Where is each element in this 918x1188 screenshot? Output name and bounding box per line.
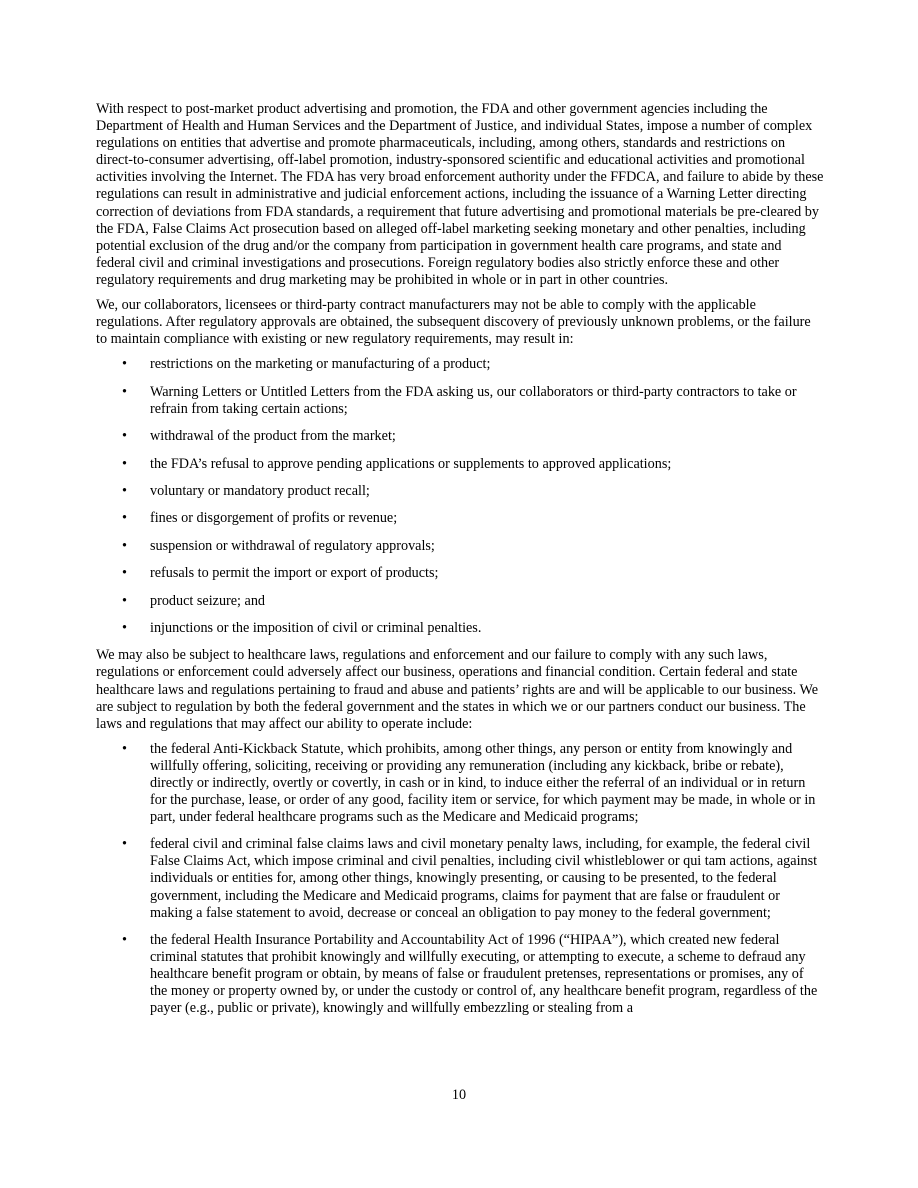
list-item-text: the federal Health Insurance Portability and Accountability Act of 1996 (“HIPAA”), which created new federal criminal statutes that prohibit knowingly and willfully executing, or attempting to execute, a scheme to defraud any healthcare benefit program or obtain, by means of false or fraudulent pretenses, representations or promises, any of the money or property owned by, or under the custody or control of, any healthcare benefit program, regardless of the payer (e.g., public or private), knowingly and willfully embezzling or stealing from a xyxy=(150,931,818,1017)
list-item-text: suspension or withdrawal of regulatory approvals; xyxy=(150,537,435,554)
bullet-icon: • xyxy=(122,931,127,948)
list-item xyxy=(96,428,824,445)
consequences-list xyxy=(96,356,824,637)
bullet-icon: • xyxy=(122,356,127,373)
list-item xyxy=(96,483,824,500)
list-item-text: withdrawal of the product from the market; xyxy=(150,428,396,445)
paragraph-compliance: We, our collaborators, licensees or third-party contract manufacturers may not be able to comply with the applicable regulations. After regulatory approvals are obtained, the subsequent discovery of previously unknown problems, or the failure to maintain compliance with existing or new regulatory requirements, may result in: xyxy=(96,297,811,348)
list-item xyxy=(96,565,824,582)
bullet-icon: • xyxy=(122,383,127,400)
bullet-icon: • xyxy=(122,740,127,757)
paragraph-healthcare-laws: We may also be subject to healthcare laws, regulations and enforcement and our failure to comply with any such laws, regulations or enforcement could adversely affect our business, operations and financial condition. Certain federal and state healthcare laws and regulations pertaining to fraud and abuse and patients’ rights are and will be applicable to our business. We are subject to regulation by both the federal government and the states in which we or our partners conduct our business. The laws and regulations that may affect our ability to operate include: xyxy=(96,647,819,732)
list-item-text: product seizure; and xyxy=(150,592,266,609)
list-item-text: voluntary or mandatory product recall; xyxy=(150,482,370,499)
bullet-icon: • xyxy=(122,482,127,499)
bullet-icon: • xyxy=(122,836,127,853)
list-item xyxy=(96,384,824,418)
bullet-icon: • xyxy=(122,592,127,609)
list-item-text: injunctions or the imposition of civil or criminal penalties. xyxy=(150,619,482,636)
laws-list xyxy=(96,741,824,1017)
bullet-icon: • xyxy=(122,537,127,554)
bullet-icon: • xyxy=(122,565,127,582)
list-item-text: the federal Anti-Kickback Statute, which prohibits, among other things, any person or entity from knowingly and willfully offering, soliciting, receiving or providing any remuneration (including any kickback, bribe or rebate), directly or indirectly, overtly or covertly, in cash or in kind, to induce either the referral of an individual or in return for the purchase, lease, or order of any good, facility item or service, for which payment may be made, in whole or in part, under federal healthcare programs such as the Medicare and Medicaid programs; xyxy=(150,740,816,826)
bullet-icon: • xyxy=(122,510,127,527)
list-item xyxy=(96,456,824,473)
list-item-text: the FDA’s refusal to approve pending applications or supplements to approved applications; xyxy=(150,455,672,472)
list-item-text: restrictions on the marketing or manufacturing of a product; xyxy=(150,356,491,373)
list-item-text: federal civil and criminal false claims laws and civil monetary penalty laws, including, for example, the federal civil False Claims Act, which impose criminal and civil penalties, including civil whistleblower or qui tam actions, against individuals or entities for, among other things, knowingly presenting, or causing to be presented, to the federal government, including the Medicare and Medicaid programs, claims for payment that are false or fraudulent or making a false statement to avoid, decrease or conceal an obligation to pay money to the federal government; xyxy=(150,836,818,921)
list-item xyxy=(96,510,824,527)
page-number: 10 xyxy=(451,1087,467,1103)
list-item-text: refusals to permit the import or export of products; xyxy=(150,565,439,582)
list-item xyxy=(96,538,824,555)
list-item xyxy=(96,932,824,1017)
bullet-icon: • xyxy=(122,428,127,445)
list-item xyxy=(96,356,824,373)
document-page xyxy=(96,101,824,1027)
bullet-icon: • xyxy=(122,619,127,636)
list-item-text: fines or disgorgement of profits or revenue; xyxy=(150,510,398,527)
list-item xyxy=(96,836,824,921)
list-item xyxy=(96,741,824,826)
list-item xyxy=(96,620,824,637)
list-item xyxy=(96,593,824,610)
paragraph-advertising-promotion: With respect to post-market product advertising and promotion, the FDA and other government agencies including the Department of Health and Human Services and the Department of Justice, and individual States, impose a number of complex regulations on entities that advertise and promote pharmaceuticals, including, among others, standards and restrictions on direct-to-consumer advertising, off-label promotion, industry-sponsored scientific and educational activities and promotional activities involving the Internet. The FDA has very broad enforcement authority under the FFDCA, and failure to abide by these regulations can result in administrative and judicial enforcement actions, including the issuance of a Warning Letter directing correction of deviations from FDA standards, a requirement that future advertising and promotional materials be pre-cleared by the FDA, False Claims Act prosecution based on alleged off-label marketing seeking monetary and other penalties, including potential exclusion of the drug and/or the company from participation in government health care programs, and state and federal civil and criminal investigations and prosecutions. Foreign regulatory bodies also strictly enforce these and other regulatory requirements and drug marketing may be prohibited in whole or in part in other countries. xyxy=(96,101,824,288)
list-item-text: Warning Letters or Untitled Letters from the FDA asking us, our collaborators or third-party contractors to take or refrain from taking certain actions; xyxy=(150,383,797,417)
bullet-icon: • xyxy=(122,455,127,472)
